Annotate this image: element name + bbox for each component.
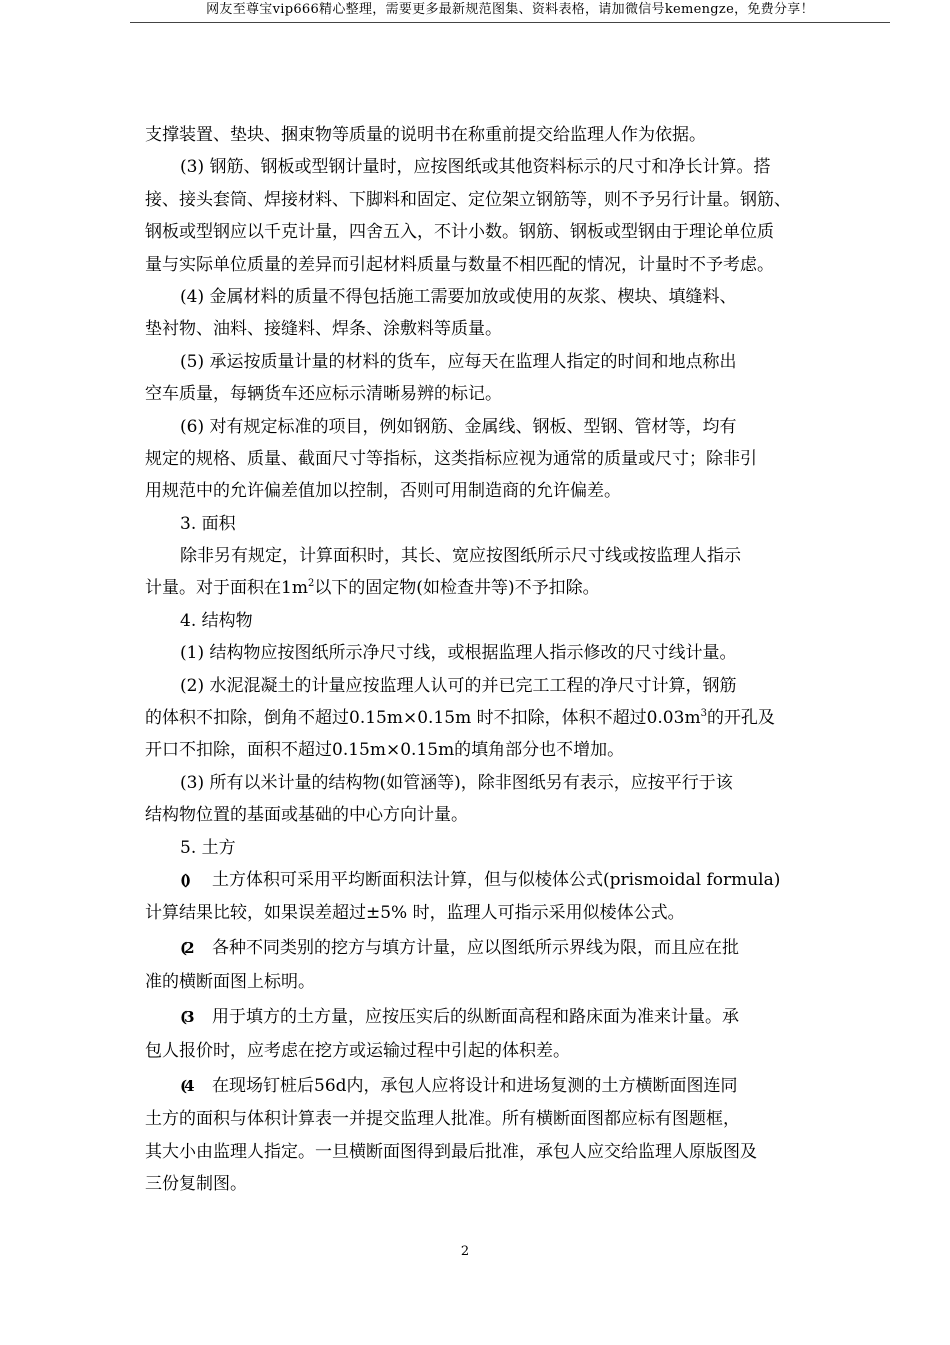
item-marker: (3 xyxy=(180,1007,192,1026)
text-run: 土方体积可采用平均断面积法计算，但与似棱体公式(prismoidal formula) xyxy=(212,869,781,890)
paragraph-line: (4) 金属材料的质量不得包括施工需要加放或使用的灰浆、楔块、填缝料、 xyxy=(180,286,737,307)
text-run: 在现场钉桩后56d内，承包人应将设计和进场复测的土方横断面图连同 xyxy=(212,1075,738,1096)
superscript: 2 xyxy=(307,578,315,590)
paragraph-line: 包人报价时，应考虑在挖方或运输过程中引起的体积差。 xyxy=(145,1041,570,1062)
paragraph-line xyxy=(145,702,815,734)
paragraph-line: 空车质量，每辆货车还应标示清晰易辨的标记。 xyxy=(145,384,502,405)
paragraph-line: 用规范中的允许偏差值加以控制，否则可用制造商的允许偏差。 xyxy=(145,481,621,502)
paragraph-line: (3) 所有以米计量的结构物(如管涵等)，除非图纸另有表示，应按平行于该 xyxy=(180,772,733,793)
section-heading-earthwork: 5. 土方 xyxy=(180,837,236,858)
paragraph-line: 量与实际单位质量的差异而引起材料质量与数量不相匹配的情况，计量时不予考虑。 xyxy=(145,254,774,275)
paragraph-line xyxy=(145,572,815,604)
section-heading-area: 3. 面积 xyxy=(180,513,236,534)
text-run: 的开孔及 xyxy=(706,708,775,729)
paragraph-line: 接、接头套筒、焊接材料、下脚料和固定、定位架立钢筋等，则不予另行计量。钢筋、 xyxy=(145,189,791,210)
superscript: 3 xyxy=(700,708,707,720)
paragraph-line xyxy=(145,1000,815,1035)
paragraph-line: (3) 钢筋、钢板或型钢计量时，应按图纸或其他资料标示的尺寸和净长计算。搭 xyxy=(180,157,771,178)
paragraph-line: 规定的规格、质量、截面尺寸等指标，这类指标应视为通常的质量或尺寸；除非引 xyxy=(145,448,757,469)
paragraph-line: (2) 水泥混凝土的计量应按监理人认可的并已完工工程的净尺寸计算，钢筋 xyxy=(180,675,737,696)
item-marker: (4 xyxy=(180,1076,192,1095)
text-run: 用于填方的土方量，应按压实后的纵断面高程和路床面为准来计量。承 xyxy=(212,1006,739,1027)
page-header: 网友至尊宝vip666精心整理，需要更多最新规范图集、资料表格，请加微信号kemengze，免费分享！ xyxy=(130,0,890,23)
paragraph-line: 三份复制图。 xyxy=(145,1174,247,1195)
text-run: 计量。对于面积在1m xyxy=(145,578,308,599)
paragraph-line: (5) 承运按质量计量的材料的货车，应每天在监理人指定的时间和地点称出 xyxy=(180,351,737,372)
item-marker: () xyxy=(180,870,189,889)
paragraph-line: 钢板或型钢应以千克计量，四舍五入，不计小数。钢筋、钢板或型钢由于理论单位质 xyxy=(145,222,774,243)
paragraph-line xyxy=(145,931,815,966)
paragraph-line xyxy=(145,1069,815,1104)
page-number: 2 xyxy=(460,1244,470,1259)
document-body xyxy=(145,119,815,1201)
paragraph-line: (1) 结构物应按图纸所示净尺寸线，或根据监理人指示修改的尺寸线计量。 xyxy=(180,643,737,664)
paragraph-line: 除非另有规定，计算面积时，其长、宽应按图纸所示尺寸线或按监理人指示 xyxy=(180,546,741,567)
paragraph-line: 支撑装置、垫块、捆束物等质量的说明书在称重前提交给监理人作为依据。 xyxy=(145,125,706,145)
paragraph-line: (6) 对有规定标准的项目，例如钢筋、金属线、钢板、型钢、管材等，均有 xyxy=(180,416,737,437)
paragraph-line: 开口不扣除，面积不超过0.15m×0.15m的填角部分也不增加。 xyxy=(145,740,625,761)
section-heading-structure: 4. 结构物 xyxy=(180,610,253,631)
text-run: 以下的固定物(如检查井等)不予扣除。 xyxy=(314,578,600,599)
paragraph-line: 其大小由监理人指定。一旦横断面图得到最后批准，承包人应交给监理人原版图及 xyxy=(145,1141,757,1162)
text-run: 各种不同类别的挖方与填方计量，应以图纸所示界线为限，而且应在批 xyxy=(212,937,739,958)
paragraph-line: 准的横断面图上标明。 xyxy=(145,972,315,993)
item-marker: (2 xyxy=(180,938,192,957)
text-run: 的体积不扣除，倒角不超过0.15m×0.15m 时不扣除，体积不超过0.03m xyxy=(145,708,701,729)
paragraph-line: 计算结果比较，如果误差超过±5% 时，监理人可指示采用似棱体公式。 xyxy=(145,903,685,924)
paragraph-line xyxy=(145,864,815,896)
paragraph-line: 垫衬物、油料、接缝料、焊条、涂敷料等质量。 xyxy=(145,319,502,340)
paragraph-line: 土方的面积与体积计算表一并提交监理人批准。所有横断面图都应标有图题框， xyxy=(145,1109,740,1130)
paragraph-line: 结构物位置的基面或基础的中心方向计量。 xyxy=(145,805,468,826)
